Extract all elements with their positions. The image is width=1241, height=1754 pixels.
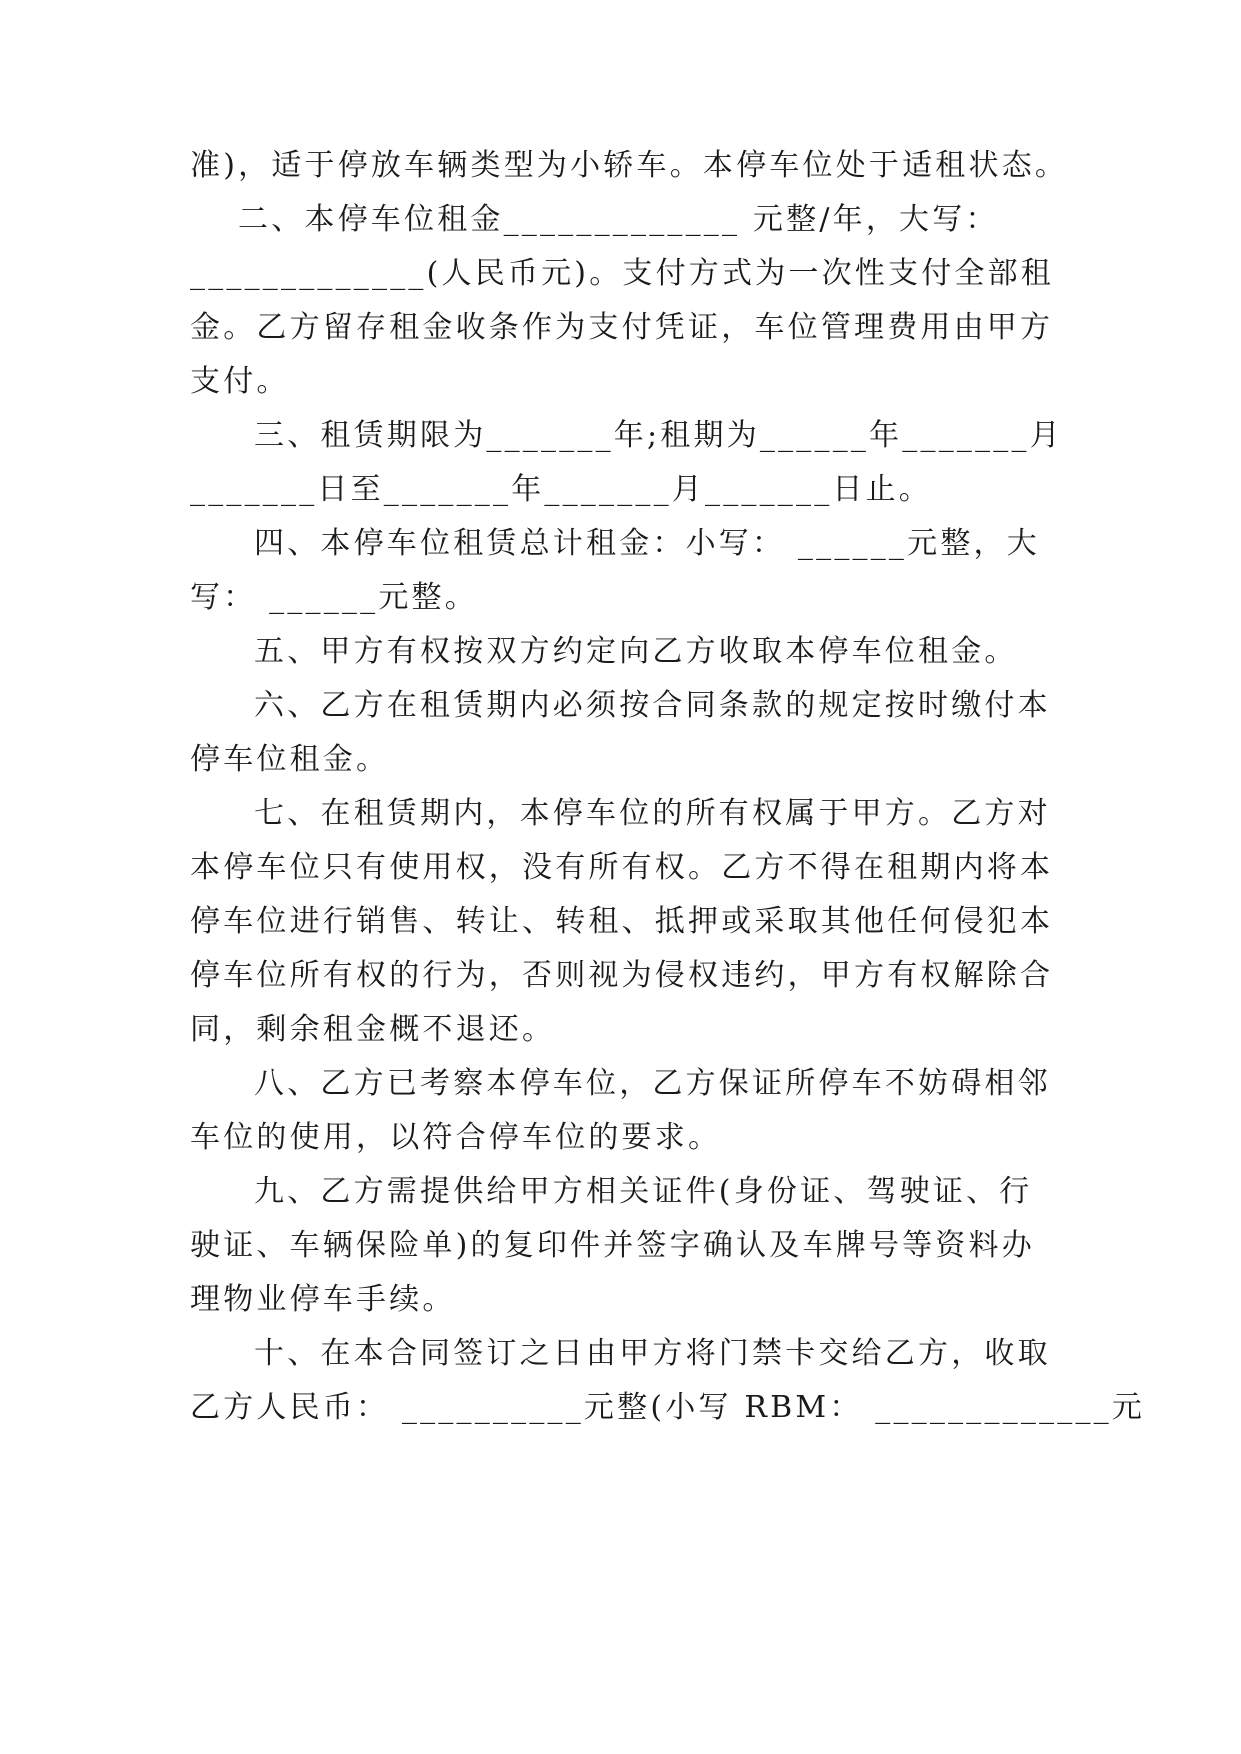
text-line: 支付。 (190, 364, 290, 399)
text-line: 准)，适于停放车辆类型为小轿车。本停车位处于适租状态。 (190, 148, 1069, 183)
text-line: 停车位所有权的行为，否则视为侵权违约，甲方有权解除合 (190, 958, 1054, 993)
text-line: 六、乙方在租赁期内必须按合同条款的规定按时缴付本 (254, 688, 1051, 723)
text-line: 三、租赁期限为_______年;租期为______年_______月 (254, 418, 1063, 453)
text-line: 二、本停车位租金_____________ 元整/年，大写： (238, 202, 999, 237)
text-line: 同，剩余租金概不退还。 (190, 1012, 556, 1047)
text-line: 车位的使用，以符合停车位的要求。 (190, 1120, 722, 1155)
text-line: 停车位进行销售、转让、转租、抵押或采取其他任何侵犯本 (190, 904, 1054, 939)
text-line: 五、甲方有权按双方约定向乙方收取本停车位租金。 (254, 634, 1018, 669)
text-line: 乙方人民币： __________元整(小写 RBM： _____________元 (190, 1390, 1146, 1425)
text-line: 金。乙方留存租金收条作为支付凭证，车位管理费用由甲方 (190, 310, 1054, 345)
text-line: 理物业停车手续。 (190, 1282, 456, 1317)
text-line: 本停车位只有使用权，没有所有权。乙方不得在租期内将本 (190, 850, 1054, 885)
text-line: 驶证、车辆保险单)的复印件并签字确认及车牌号等资料办 (190, 1228, 1035, 1263)
text-line: 停车位租金。 (190, 742, 390, 777)
text-line: 十、在本合同签订之日由甲方将门禁卡交给乙方，收取 (254, 1336, 1051, 1371)
text-line: 四、本停车位租赁总计租金：小写： ______元整，大 (254, 526, 1040, 561)
text-line: _____________(人民币元)。支付方式为一次性支付全部租 (190, 256, 1055, 291)
text-line: 八、乙方已考察本停车位，乙方保证所停车不妨碍相邻 (254, 1066, 1051, 1101)
text-line: 九、乙方需提供给甲方相关证件(身份证、驾驶证、行 (254, 1174, 1033, 1209)
text-line: 写： ______元整。 (190, 580, 478, 615)
text-line: _______日至_______年_______月_______日止。 (190, 472, 932, 507)
text-line: 七、在租赁期内，本停车位的所有权属于甲方。乙方对 (254, 796, 1051, 831)
